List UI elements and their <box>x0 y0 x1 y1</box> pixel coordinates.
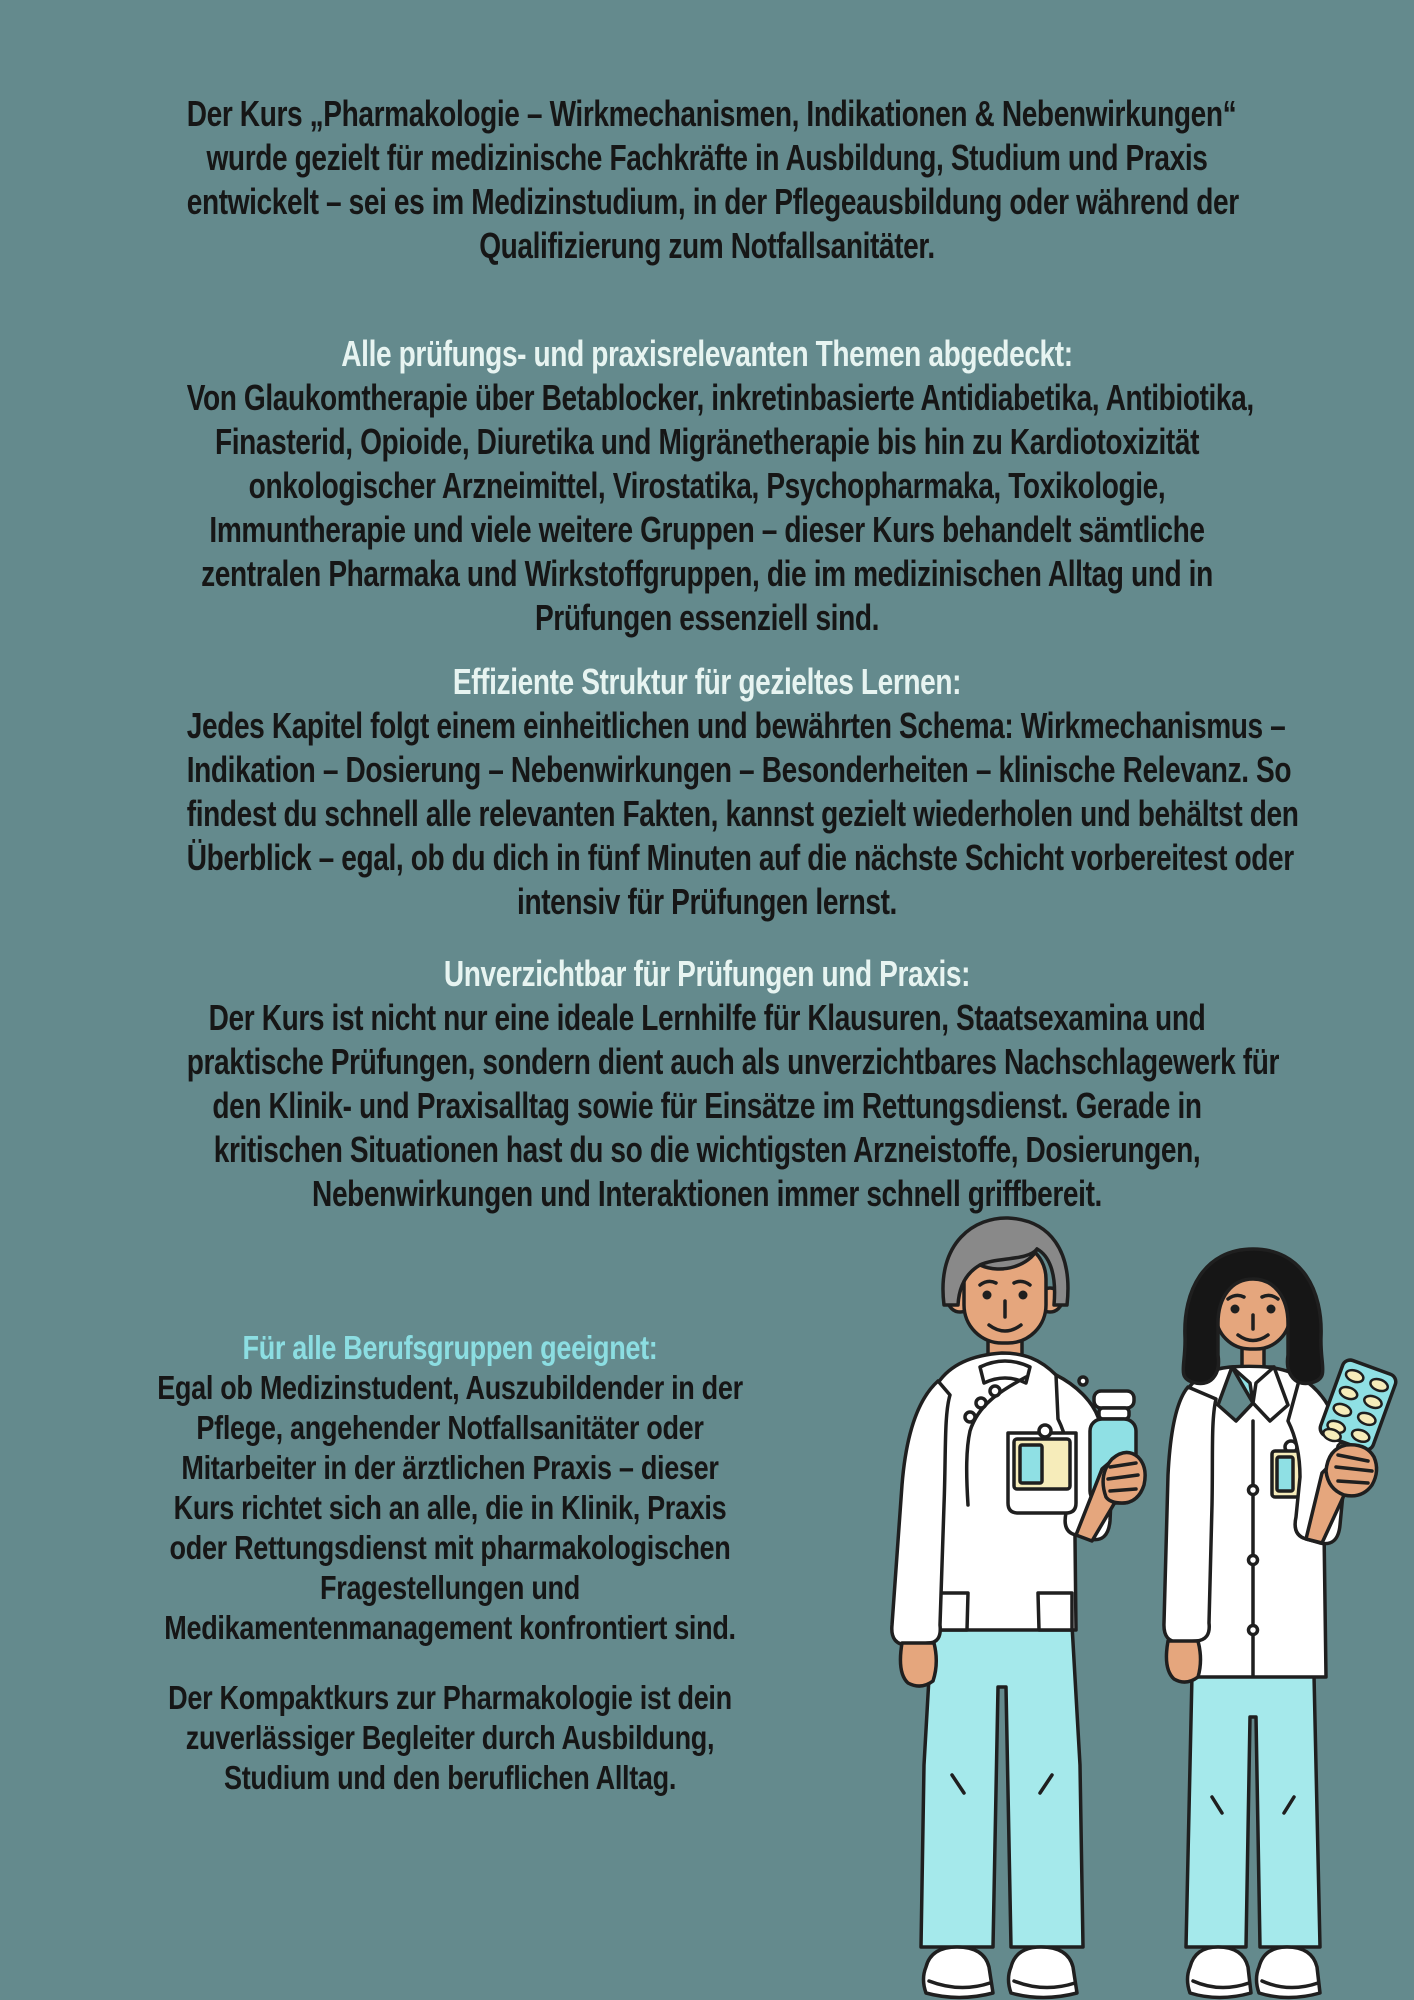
shoe <box>1188 1947 1252 1998</box>
section-line: intensiv für Prüfungen lernst. <box>517 881 897 922</box>
closing-line: Studium und den beruflichen Alltag. <box>223 1759 677 1796</box>
audience-line: Fragestellungen und <box>320 1569 580 1606</box>
shoe <box>1009 1947 1078 1998</box>
section-line: zentralen Pharmaka und Wirkstoffgruppen, die im medizinischen Alltag und in <box>201 553 1213 594</box>
section-line: Immuntherapie und viele weitere Gruppen – dieser Kurs behandelt sämtliche <box>209 509 1205 550</box>
closing-line: zuverlässiger Begleiter durch Ausbildung, <box>185 1719 715 1756</box>
intro-line: Qualifizierung zum Notfallsanitäter. <box>479 225 935 266</box>
section-structure <box>40 660 1374 924</box>
section-exam-practice <box>40 952 1374 1216</box>
scrub-trousers <box>921 1625 1083 1947</box>
audience-line: Kurs richtet sich an alle, die in Klinik, Praxis <box>173 1489 727 1526</box>
audience-line: Mitarbeiter in der ärztlichen Praxis – dieser <box>181 1449 719 1486</box>
audience-heading: Für alle Berufsgruppen geeignet: <box>242 1329 658 1366</box>
section-line: den Klinik- und Praxisalltag sowie für Einsätze im Rettungsdienst. Gerade in <box>212 1085 1202 1126</box>
section-line: praktische Prüfungen, sondern dient auch als unverzichtbares Nachschlagewerk für <box>186 1041 1280 1082</box>
section-heading: Alle prüfungs- und praxisrelevanten Themen abgedeckt: <box>341 333 1073 374</box>
audience-section <box>90 1328 810 1648</box>
male-pharmacist-figure <box>892 1218 1145 1998</box>
section-line: kritischen Situationen hast du so die wichtigsten Arzneistoffe, Dosierungen, <box>213 1129 1201 1170</box>
section-line: Von Glaukomtherapie über Betablocker, inkretinbasierte Antidiabetika, Antibiotika, <box>186 377 1254 418</box>
section-line: findest du schnell alle relevanten Fakten, kannst gezielt wiederholen und behältst den <box>186 793 1299 834</box>
intro-paragraph <box>40 92 1374 268</box>
section-line: Indikation – Dosierung – Nebenwirkungen – Besonderheiten – klinische Relevanz. So <box>186 749 1292 790</box>
closing-line: Der Kompaktkurs zur Pharmakologie ist dein <box>168 1679 732 1716</box>
shoe <box>1257 1947 1321 1998</box>
section-topics <box>40 332 1374 640</box>
audience-line: Pflege, angehender Notfallsanitäter oder <box>196 1409 704 1446</box>
section-line: Prüfungen essenziell sind. <box>534 597 880 638</box>
hand <box>1166 1641 1200 1682</box>
intro-line: wurde gezielt für medizinische Fachkräfte in Ausbildung, Studium und Praxis <box>206 137 1208 178</box>
audience-line: oder Rettungsdienst mit pharmakologischen <box>169 1529 731 1566</box>
scrub-trousers <box>1186 1675 1320 1947</box>
medical-professionals-illustration <box>880 1205 1400 2000</box>
closing-paragraph <box>90 1678 810 1798</box>
shoe <box>924 1947 994 1998</box>
section-heading: Effiziente Struktur für gezieltes Lernen: <box>452 661 962 702</box>
section-line: Überblick – egal, ob du dich in fünf Minuten auf die nächste Schicht vorbereitest oder <box>186 837 1294 878</box>
badge-clip <box>1039 1425 1051 1437</box>
section-line: Nebenwirkungen und Interaktionen immer schnell griffbereit. <box>312 1173 1102 1214</box>
audience-line: Egal ob Medizinstudent, Auszubildender in der <box>157 1369 743 1406</box>
intro-line: entwickelt – sei es im Medizinstudium, in der Pflegeausbildung oder während der <box>186 181 1239 222</box>
female-pharmacist-figure <box>1164 1249 1398 1998</box>
section-line: Finasterid, Opioide, Diuretika und Migränetherapie bis hin zu Kardiotoxizität <box>214 421 1200 462</box>
section-heading: Unverzichtbar für Prüfungen und Praxis: <box>443 953 971 994</box>
section-line: Jedes Kapitel folgt einem einheitlichen und bewährten Schema: Wirkmechanismus – <box>186 705 1286 746</box>
section-line: Der Kurs ist nicht nur eine ideale Lernhilfe für Klausuren, Staatsexamina und <box>208 997 1206 1038</box>
section-line: onkologischer Arzneimittel, Virostatika, Psychopharmaka, Toxikologie, <box>248 465 1166 506</box>
intro-line: Der Kurs „Pharmakologie – Wirkmechanismen, Indikationen & Nebenwirkungen“ <box>186 93 1237 134</box>
audience-line: Medikamentenmanagement konfrontiert sind. <box>164 1609 736 1646</box>
